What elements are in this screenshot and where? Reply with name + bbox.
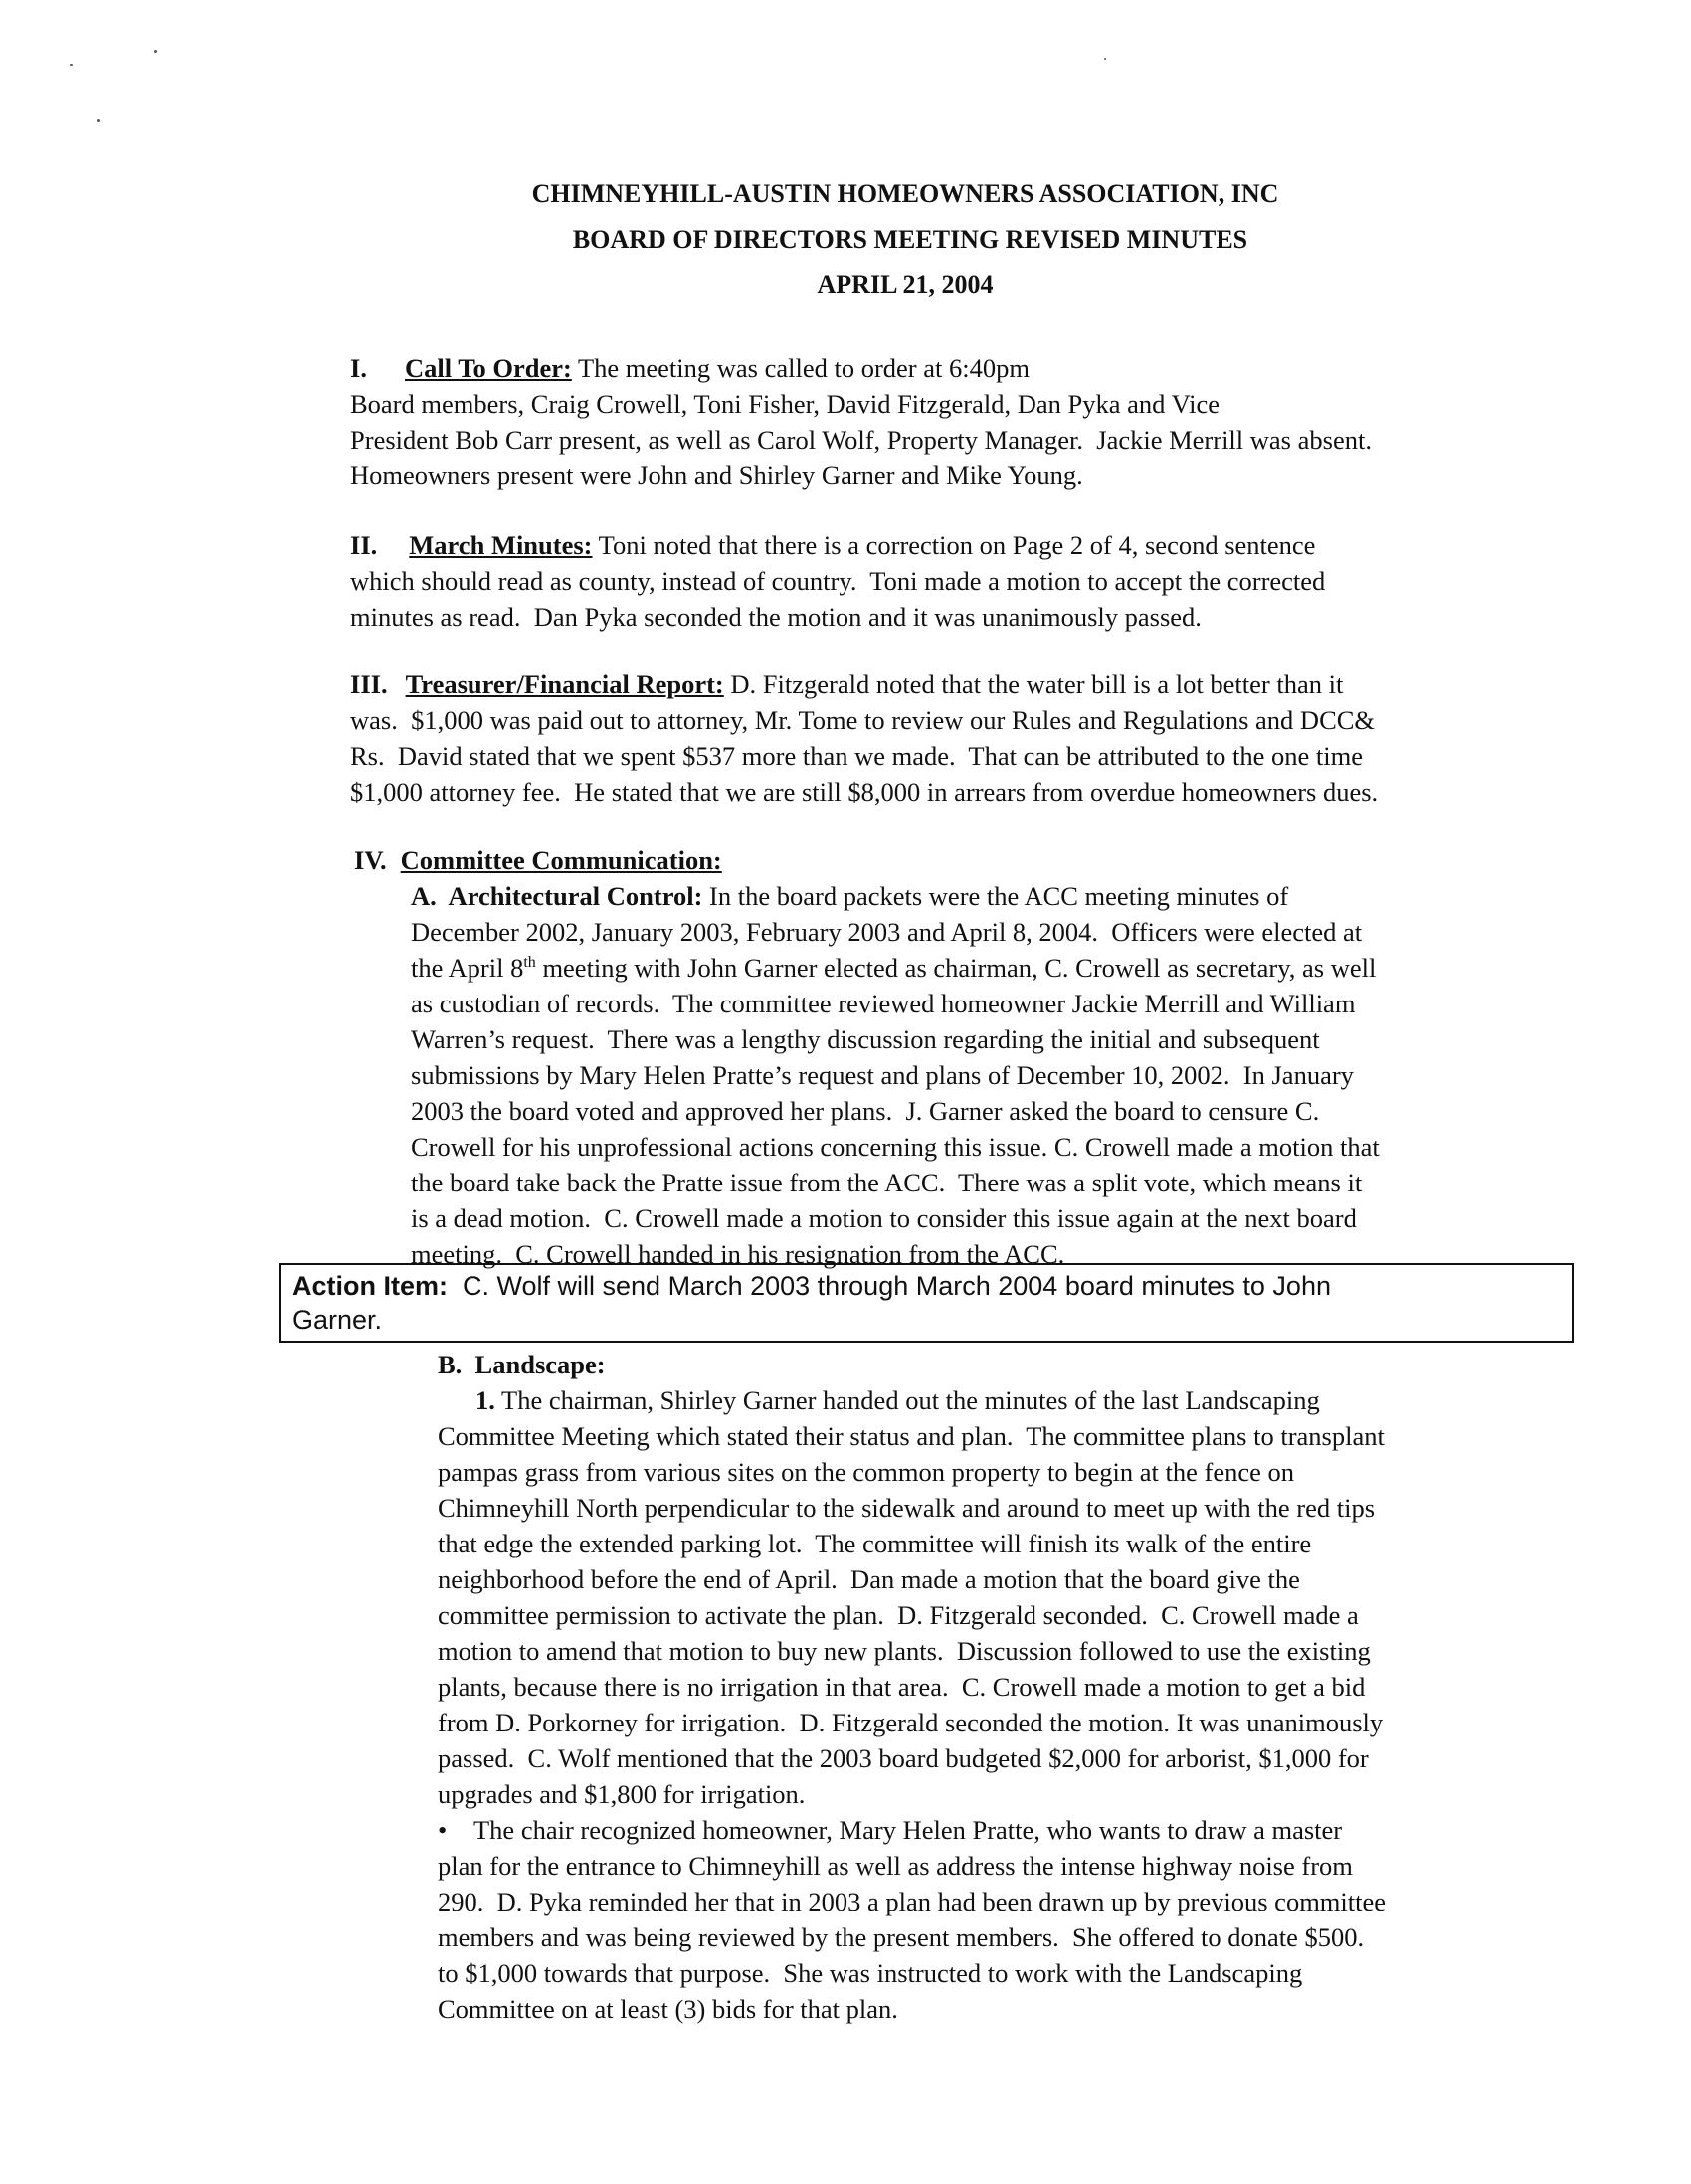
section-text: to $1,000 towards that purpose. She was instructed to work with the Landscaping — [438, 1958, 1303, 1988]
section-text: submissions by Mary Helen Pratte’s request and plans of December 10, 2002. In January — [411, 1060, 1354, 1090]
section-text: Warren’s request. There was a lengthy discussion regarding the initial and subsequent — [411, 1024, 1320, 1054]
section-text: Chimneyhill North perpendicular to the sidewalk and around to meet up with the red tips — [438, 1493, 1376, 1523]
section-text: December 2002, January 2003, February 2003 and April 8, 2004. Officers were elected at — [411, 917, 1363, 947]
section-text: minutes as read. Dan Pyka seconded the motion and it was unanimously passed. — [350, 602, 1202, 632]
document-header — [0, 171, 1691, 308]
header-org-name: CHIMNEYHILL-AUSTIN HOMEOWNERS ASSOCIATION, INC — [531, 179, 1279, 208]
section-first-line — [438, 1812, 1631, 1848]
section-committee-communication — [354, 842, 1637, 1272]
architectural-control-block — [411, 878, 1634, 1272]
subsection-heading: B. Landscape: — [438, 1350, 606, 1379]
landscape-section — [438, 1347, 1631, 2027]
scan-speck — [1104, 58, 1106, 60]
section-number: III. — [350, 669, 388, 699]
scan-speck — [97, 119, 100, 122]
section-text: Toni noted that there is a correction on Page 2 of 4, second sentence — [592, 530, 1316, 560]
section-call-to-order — [350, 350, 1633, 493]
section-first-line — [350, 350, 1633, 386]
section-first-line — [350, 527, 1633, 563]
section-text: The chairman, Shirley Garner handed out the minutes of the last Landscaping — [494, 1385, 1320, 1415]
section-text: In the board packets were the ACC meeting minutes of — [702, 881, 1289, 911]
section-text: The chair recognized homeowner, Mary Helen Pratte, who wants to draw a master — [473, 1815, 1343, 1845]
section-heading: Call To Order: — [404, 353, 572, 383]
section-text: motion to amend that motion to buy new plants. Discussion followed to use the existing — [438, 1636, 1371, 1666]
section-march-minutes — [350, 527, 1633, 635]
section-text: the board take back the Pratte issue from the ACC. There was a split vote, which means it — [411, 1168, 1363, 1197]
section-text: pampas grass from various sites on the common property to begin at the fence on — [438, 1457, 1295, 1487]
scan-speck — [70, 64, 73, 66]
text-fragment: the April 8 — [411, 953, 524, 983]
landscape-item-1 — [438, 1382, 1631, 1812]
action-item-box — [279, 1263, 1574, 1343]
scan-speck — [154, 50, 157, 53]
bullet-icon: • — [438, 1815, 448, 1845]
section-number: IV. — [354, 845, 387, 875]
header-meeting-title: BOARD OF DIRECTORS MEETING REVISED MINUTES — [572, 225, 1248, 254]
section-text: is a dead motion. C. Crowell made a motion to consider this issue again at the next board — [411, 1203, 1357, 1233]
section-first-line — [438, 1382, 1631, 1418]
section-text: which should read as county, instead of country. Toni made a motion to accept the corrected — [350, 566, 1326, 596]
section-text: $1,000 attorney fee. He stated that we are still $8,000 in arrears from overdue homeowners dues. — [350, 777, 1379, 807]
section-text: President Bob Carr present, as well as Carol Wolf, Property Manager. Jackie Merrill was absent. — [350, 425, 1372, 455]
section-text: plan for the entrance to Chimneyhill as well as address the intense highway noise from — [438, 1851, 1353, 1881]
section-first-line — [411, 878, 1634, 914]
section-text: committee permission to activate the plan. D. Fitzgerald seconded. C. Crowell made a — [438, 1600, 1359, 1630]
section-first-line — [354, 842, 1637, 878]
section-text: that edge the extended parking lot. The committee will finish its walk of the entire — [438, 1529, 1312, 1558]
header-date: APRIL 21, 2004 — [817, 271, 994, 299]
section-text: meeting. C. Crowell handed in his resignation from the ACC. — [411, 1239, 1065, 1269]
section-heading: March Minutes: — [409, 530, 593, 560]
text-fragment: meeting with John Garner elected as chairman, C. Crowell as secretary, as well — [535, 953, 1377, 983]
section-text: as custodian of records. The committee reviewed homeowner Jackie Merrill and William — [411, 989, 1356, 1018]
action-item-line — [292, 1269, 1562, 1303]
section-text: Rs. David stated that we spent $537 more than we made. That can be attributed to the one time — [350, 741, 1364, 771]
section-text: The meeting was called to order at 6:40pm — [571, 353, 1030, 383]
section-text: passed. C. Wolf mentioned that the 2003 board budgeted $2,000 for arborist, $1,000 for — [438, 1743, 1369, 1773]
section-text: members and was being reviewed by the present members. She offered to donate $500. — [438, 1922, 1365, 1952]
subsection-heading: A. Architectural Control: — [411, 881, 703, 911]
section-text: was. $1,000 was paid out to attorney, Mr. Tome to review our Rules and Regulations and DCC& — [350, 705, 1376, 735]
superscript: th — [523, 954, 536, 972]
landscape-bullet-item — [438, 1812, 1631, 2027]
section-text: Homeowners present were John and Shirley Garner and Mike Young. — [350, 460, 1083, 490]
section-text: D. Fitzgerald noted that the water bill is a lot better than it — [723, 669, 1344, 699]
section-heading: Committee Communication: — [400, 845, 722, 875]
action-item-text: C. Wolf will send March 2003 through March 2004 board minutes to John — [448, 1271, 1331, 1301]
section-number: II. — [350, 530, 378, 560]
section-text: Crowell for his unprofessional actions concerning this issue. C. Crowell made a motion that — [411, 1132, 1380, 1162]
section-text — [411, 950, 1634, 986]
section-text: from D. Porkorney for irrigation. D. Fitzgerald seconded the motion. It was unanimously — [438, 1708, 1384, 1737]
section-text: neighborhood before the end of April. Dan made a motion that the board give the — [438, 1564, 1300, 1594]
section-treasurer-report — [350, 666, 1633, 810]
section-text: plants, because there is no irrigation in that area. C. Crowell made a motion to get a bid — [438, 1672, 1366, 1702]
section-number: I. — [350, 353, 367, 383]
section-first-line — [350, 666, 1633, 702]
item-number: 1. — [475, 1385, 495, 1415]
section-text: 290. D. Pyka reminded her that in 2003 a plan had been drawn up by previous committee — [438, 1887, 1387, 1916]
section-text: Committee Meeting which stated their status and plan. The committee plans to transplant — [438, 1421, 1385, 1451]
section-text: upgrades and $1,800 for irrigation. — [438, 1779, 806, 1809]
action-item-label: Action Item: — [292, 1271, 449, 1301]
section-text: Committee on at least (3) bids for that plan. — [438, 1994, 898, 2024]
section-text: 2003 the board voted and approved her plans. J. Garner asked the board to censure C. — [411, 1096, 1320, 1126]
section-text: Board members, Craig Crowell, Toni Fisher, David Fitzgerald, Dan Pyka and Vice — [350, 389, 1220, 419]
action-item-text: Garner. — [292, 1305, 383, 1335]
section-heading: Treasurer/Financial Report: — [405, 669, 724, 699]
